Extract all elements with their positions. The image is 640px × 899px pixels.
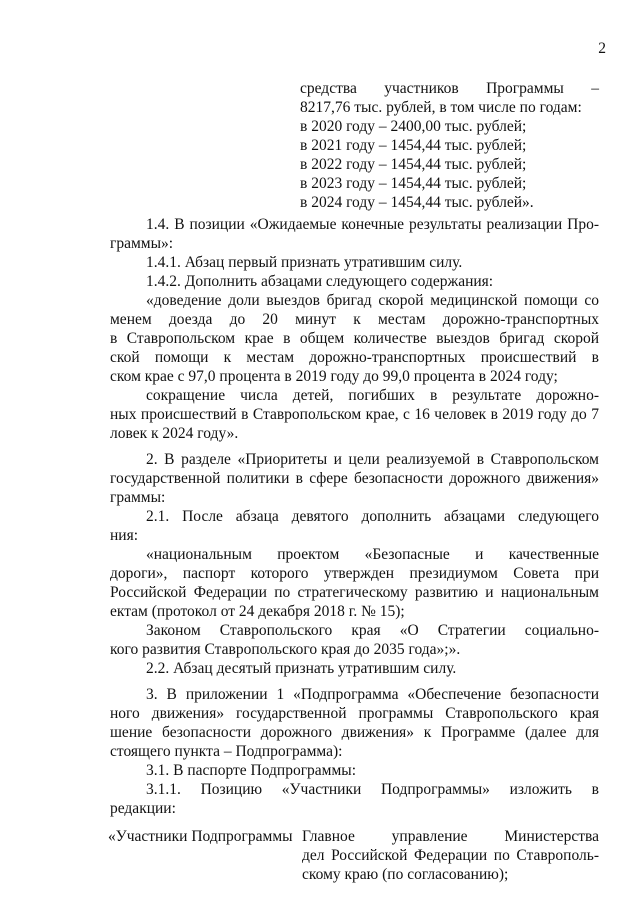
funding-line: в 2021 году – 1454,44 тыс. рублей; (300, 137, 527, 154)
paragraph-line: граммы: (110, 489, 166, 506)
paragraph-line: 1.4. В позиции «Ожидаемые конечные результаты реализации Про- (146, 216, 599, 233)
paragraph-line: сокращение числа детей, погибших в результате дорожно- (146, 387, 599, 404)
paragraph-line: 2.1. После абзаца девятого дополнить абзацами следующего (146, 508, 599, 525)
paragraph-line: кого развития Ставропольского края до 2035 года»;». (110, 641, 461, 658)
paragraph-line: «национальным проектом «Безопасные и качественные (146, 546, 599, 563)
participants-line: скому краю (по согласованию); (302, 866, 509, 883)
paragraph-line: Российской Федерации по стратегическому развитию и национальным (110, 584, 599, 601)
paragraph-line: 3. В приложении 1 «Подпрограмма «Обеспечение безопасности (146, 686, 599, 703)
paragraph-line: 3.1. В паспорте Подпрограммы: (146, 762, 357, 779)
funding-line: в 2023 году – 1454,44 тыс. рублей; (300, 175, 527, 192)
paragraph-line: 1.4.1. Абзац первый признать утратившим силу. (146, 254, 463, 271)
paragraph-line: менем доезда до 20 минут к местам дорожно-транспортных (110, 311, 599, 328)
paragraph-line: ных происшествий в Ставропольском крае, с 16 человек в 2019 году до 7 (110, 406, 599, 423)
paragraph-line: ской помощи к местам дорожно-транспортных происшествий в (110, 349, 599, 366)
paragraph-line: ния: (110, 527, 139, 544)
funding-line-1: средства участников Программы – (300, 80, 599, 97)
paragraph-line: «доведение доли выездов бригад скорой медицинской помощи со (146, 292, 599, 309)
paragraph-line: ного движения» государственной программы Ставропольского края (110, 705, 599, 722)
paragraph-line: 1.4.2. Дополнить абзацами следующего содержания: (146, 273, 494, 290)
funding-line: в 2022 году – 1454,44 тыс. рублей; (300, 156, 527, 173)
paragraph-line: ектам (протокол от 24 декабря 2018 г. № 15); (110, 603, 405, 620)
paragraph-line: Законом Ставропольского края «О Стратегии социально- (146, 622, 599, 639)
paragraph-line: государственной политики в сфере безопасности дорожного движения» (110, 470, 599, 487)
paragraph-line: в Ставропольском крае в общем количестве выездов бригад скорой (110, 330, 599, 347)
paragraph-line: 3.1.1. Позицию «Участники Подпрограммы» изложить в (146, 781, 599, 798)
paragraph-line: ловек к 2024 году». (110, 425, 239, 442)
funding-line: в 2024 году – 1454,44 тыс. рублей». (300, 194, 534, 211)
participants-line: дел Российской Федерации по Ставрополь- (302, 847, 599, 864)
paragraph-line: 2. В разделе «Приоритеты и цели реализуемой в Ставропольском (146, 451, 599, 468)
funding-line: 8217,76 тыс. рублей, в том числе по годам: (300, 99, 582, 116)
paragraph-line: дороги», паспорт которого утвержден президиумом Совета при (110, 565, 599, 582)
participants-line: Главное управление Министерства (302, 828, 599, 845)
paragraph-line: редакции: (110, 800, 176, 817)
paragraph-line: шение безопасности дорожного движения» к Программе (далее для (110, 724, 599, 741)
paragraph-line: ском крае с 97,0 процента в 2019 году до 99,0 процента в 2024 году; (110, 368, 558, 385)
paragraph-line: стоящего пункта – Подпрограмма): (110, 743, 343, 760)
participants-label: «Участники Подпрограммы (108, 828, 293, 845)
paragraph-line: 2.2. Абзац десятый признать утратившим силу. (146, 660, 457, 677)
funding-line: в 2020 году – 2400,00 тыс. рублей; (300, 118, 527, 135)
paragraph-line: граммы»: (110, 235, 174, 252)
page-number: 2 (598, 40, 606, 57)
